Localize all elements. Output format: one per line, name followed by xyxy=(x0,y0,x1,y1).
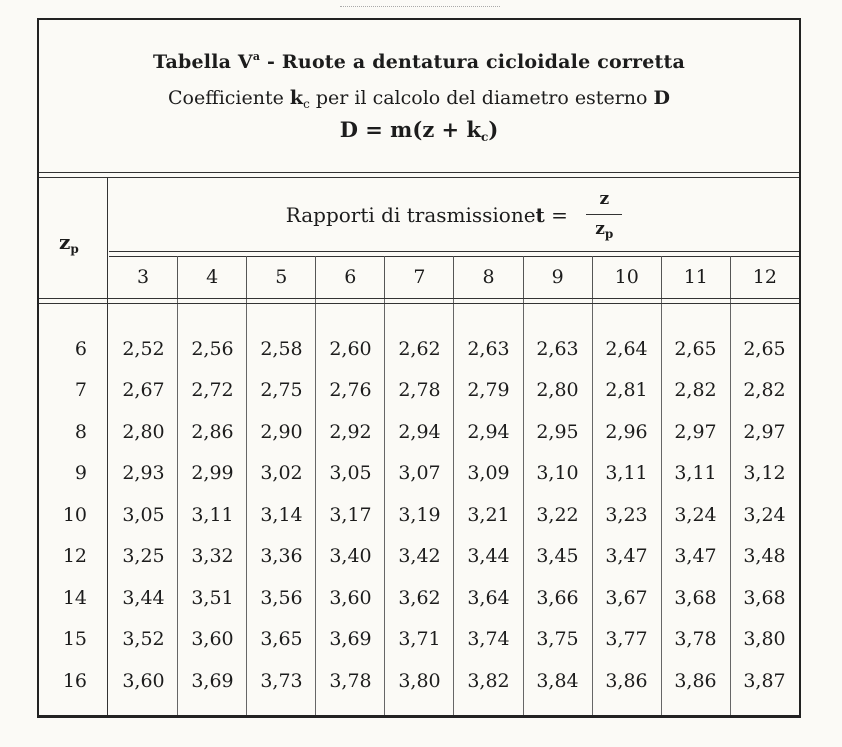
table-cell: 3,25 xyxy=(122,545,165,568)
table-subtitle xyxy=(39,87,799,111)
table-row xyxy=(39,370,799,412)
row-zp: 16 xyxy=(62,669,87,692)
fraction-denominator xyxy=(595,218,614,241)
table-cell: 2,56 xyxy=(191,337,234,360)
table-cell: 2,94 xyxy=(467,420,510,443)
row-cells xyxy=(109,545,799,567)
table-cell: 3,73 xyxy=(260,669,303,692)
table-cell: 3,51 xyxy=(191,586,234,609)
table-cell: 3,14 xyxy=(260,503,303,526)
table-cell: 3,47 xyxy=(674,545,717,568)
table-cell: 3,32 xyxy=(191,545,234,568)
table-cell: 3,74 xyxy=(467,628,510,651)
table-cell: 2,82 xyxy=(674,379,717,402)
row-zp: 10 xyxy=(62,503,87,526)
table-cell: 3,69 xyxy=(329,628,372,651)
column-header: 7 xyxy=(384,256,453,298)
table-cell: 3,56 xyxy=(260,586,303,609)
table-cell: 3,47 xyxy=(605,545,648,568)
table-cell: 3,82 xyxy=(467,669,510,692)
table-cell: 3,07 xyxy=(398,462,441,485)
column-header: 4 xyxy=(177,256,246,298)
header-divider-bottom xyxy=(39,298,799,304)
row-cells xyxy=(109,379,799,401)
title-rest: - Ruote a dentatura cicloidale corretta xyxy=(260,51,686,73)
rapporti-header xyxy=(109,175,799,255)
fraction-numerator: z xyxy=(599,188,610,209)
table-cell: 3,02 xyxy=(260,462,303,485)
zp-header-main: z xyxy=(59,230,71,254)
row-zp: 9 xyxy=(74,462,87,485)
table-cell: 2,75 xyxy=(260,379,303,402)
subtitle-post: per il calcolo del diametro esterno xyxy=(309,87,654,109)
table-row xyxy=(39,577,799,619)
table-cell: 3,11 xyxy=(191,503,234,526)
table-cell: 3,42 xyxy=(398,545,441,568)
row-cells xyxy=(109,421,799,443)
row-cells xyxy=(109,670,799,692)
table-cell: 2,76 xyxy=(329,379,372,402)
table-cell: 3,62 xyxy=(398,586,441,609)
table-cell: 2,63 xyxy=(467,337,510,360)
table-cell: 3,64 xyxy=(467,586,510,609)
page-top-fragment xyxy=(340,0,500,7)
table-cell: 3,44 xyxy=(122,586,165,609)
table-cell: 3,36 xyxy=(260,545,303,568)
table-cell: 3,05 xyxy=(329,462,372,485)
table-cell: 3,09 xyxy=(467,462,510,485)
table-cell: 3,05 xyxy=(122,503,165,526)
rapporti-equals: = xyxy=(544,203,575,227)
table-cell: 2,60 xyxy=(329,337,372,360)
row-zp: 15 xyxy=(62,628,87,651)
table-cell: 2,86 xyxy=(191,420,234,443)
column-header: 11 xyxy=(661,256,730,298)
table-row xyxy=(39,411,799,453)
table-cell: 3,87 xyxy=(743,669,786,692)
fraction-bar xyxy=(586,214,622,215)
column-header: 9 xyxy=(523,256,592,298)
column-headers xyxy=(109,256,799,298)
table-cell: 3,40 xyxy=(329,545,372,568)
table-cell: 3,24 xyxy=(674,503,717,526)
ratio-fraction xyxy=(586,188,622,241)
table-cell: 3,11 xyxy=(605,462,648,485)
table-cell: 2,94 xyxy=(398,420,441,443)
column-header: 8 xyxy=(453,256,522,298)
column-header: 6 xyxy=(315,256,384,298)
title-superscript: a xyxy=(252,50,261,63)
column-header: 3 xyxy=(137,266,150,288)
table-cell: 3,10 xyxy=(536,462,579,485)
table-cell: 3,44 xyxy=(467,545,510,568)
table-cell: 3,19 xyxy=(398,503,441,526)
table-cell: 3,78 xyxy=(674,628,717,651)
rapporti-t: t xyxy=(535,203,545,227)
row-cells xyxy=(109,628,799,650)
table-cell: 3,80 xyxy=(398,669,441,692)
table-cell: 3,80 xyxy=(743,628,786,651)
table-cell: 3,45 xyxy=(536,545,579,568)
table-cell: 2,78 xyxy=(398,379,441,402)
column-header: 12 xyxy=(730,256,799,298)
table-row xyxy=(39,453,799,495)
row-cells xyxy=(109,587,799,609)
formula-sub: c xyxy=(481,130,489,144)
row-zp: 6 xyxy=(74,337,87,360)
rapporti-label: Rapporti di trasmissione xyxy=(285,203,536,227)
table-cell: 3,75 xyxy=(536,628,579,651)
row-cells xyxy=(109,338,799,360)
table-cell: 3,66 xyxy=(536,586,579,609)
table-cell: 3,86 xyxy=(674,669,717,692)
table-cell: 2,82 xyxy=(743,379,786,402)
table-cell: 3,48 xyxy=(743,545,786,568)
table-cell: 3,77 xyxy=(605,628,648,651)
zp-header-sub: p xyxy=(70,242,79,256)
table-cell: 3,12 xyxy=(743,462,786,485)
fraction-den-sub: p xyxy=(604,226,614,241)
subtitle-D: D xyxy=(653,87,670,109)
table-cell: 3,65 xyxy=(260,628,303,651)
table-cell: 3,78 xyxy=(329,669,372,692)
row-zp: 14 xyxy=(62,586,87,609)
row-zp: 12 xyxy=(62,545,87,568)
subtitle-k: k xyxy=(289,87,304,109)
table-cell: 2,93 xyxy=(122,462,165,485)
subtitle-pre: Coefficiente xyxy=(168,87,290,109)
table-row xyxy=(39,494,799,536)
table-cell: 2,99 xyxy=(191,462,234,485)
table-cell: 3,69 xyxy=(191,669,234,692)
table-cell: 2,80 xyxy=(122,420,165,443)
table-cell: 2,64 xyxy=(605,337,648,360)
subtitle-k-sub: c xyxy=(303,97,310,111)
table-cell: 2,65 xyxy=(743,337,786,360)
title-block xyxy=(39,50,799,144)
formula xyxy=(39,117,799,144)
table-cell: 3,68 xyxy=(743,586,786,609)
table-cell: 3,60 xyxy=(329,586,372,609)
row-zp: 8 xyxy=(74,420,87,443)
table-cell: 2,63 xyxy=(536,337,579,360)
row-cells xyxy=(109,504,799,526)
table-frame xyxy=(37,18,801,718)
table-row xyxy=(39,536,799,578)
table-cell: 3,67 xyxy=(605,586,648,609)
table-cell: 2,67 xyxy=(122,379,165,402)
table-cell: 2,95 xyxy=(536,420,579,443)
row-cells xyxy=(109,462,799,484)
table-cell: 3,11 xyxy=(674,462,717,485)
table-cell: 3,23 xyxy=(605,503,648,526)
table-cell: 3,84 xyxy=(536,669,579,692)
table-row xyxy=(39,660,799,702)
column-header: 10 xyxy=(592,256,661,298)
title-text: Tabella V xyxy=(152,51,253,73)
table-cell: 2,97 xyxy=(674,420,717,443)
table-cell: 3,21 xyxy=(467,503,510,526)
table-cell: 2,92 xyxy=(329,420,372,443)
table-cell: 3,22 xyxy=(536,503,579,526)
table-cell: 2,80 xyxy=(536,379,579,402)
table-cell: 3,24 xyxy=(743,503,786,526)
formula-pre: D = m(z + k xyxy=(339,117,482,142)
table-cell: 2,81 xyxy=(605,379,648,402)
table-cell: 2,90 xyxy=(260,420,303,443)
table-cell: 2,58 xyxy=(260,337,303,360)
table-row xyxy=(39,619,799,661)
formula-post: ) xyxy=(488,117,499,142)
table-cell: 3,60 xyxy=(191,628,234,651)
table-title xyxy=(39,50,799,73)
table-cell: 2,79 xyxy=(467,379,510,402)
table-cell: 3,52 xyxy=(122,628,165,651)
column-header: 5 xyxy=(246,256,315,298)
fraction-den-main: z xyxy=(595,218,605,239)
table-cell: 2,65 xyxy=(674,337,717,360)
row-zp: 7 xyxy=(74,379,87,402)
table-cell: 3,71 xyxy=(398,628,441,651)
table-cell: 3,17 xyxy=(329,503,372,526)
table-cell: 2,62 xyxy=(398,337,441,360)
table-cell: 3,86 xyxy=(605,669,648,692)
table-cell: 2,52 xyxy=(122,337,165,360)
table-cell: 3,68 xyxy=(674,586,717,609)
table-cell: 2,97 xyxy=(743,420,786,443)
table-cell: 3,60 xyxy=(122,669,165,692)
data-body xyxy=(39,328,799,702)
table-row xyxy=(39,328,799,370)
zp-header xyxy=(59,230,79,256)
table-cell: 2,72 xyxy=(191,379,234,402)
table-cell: 2,96 xyxy=(605,420,648,443)
